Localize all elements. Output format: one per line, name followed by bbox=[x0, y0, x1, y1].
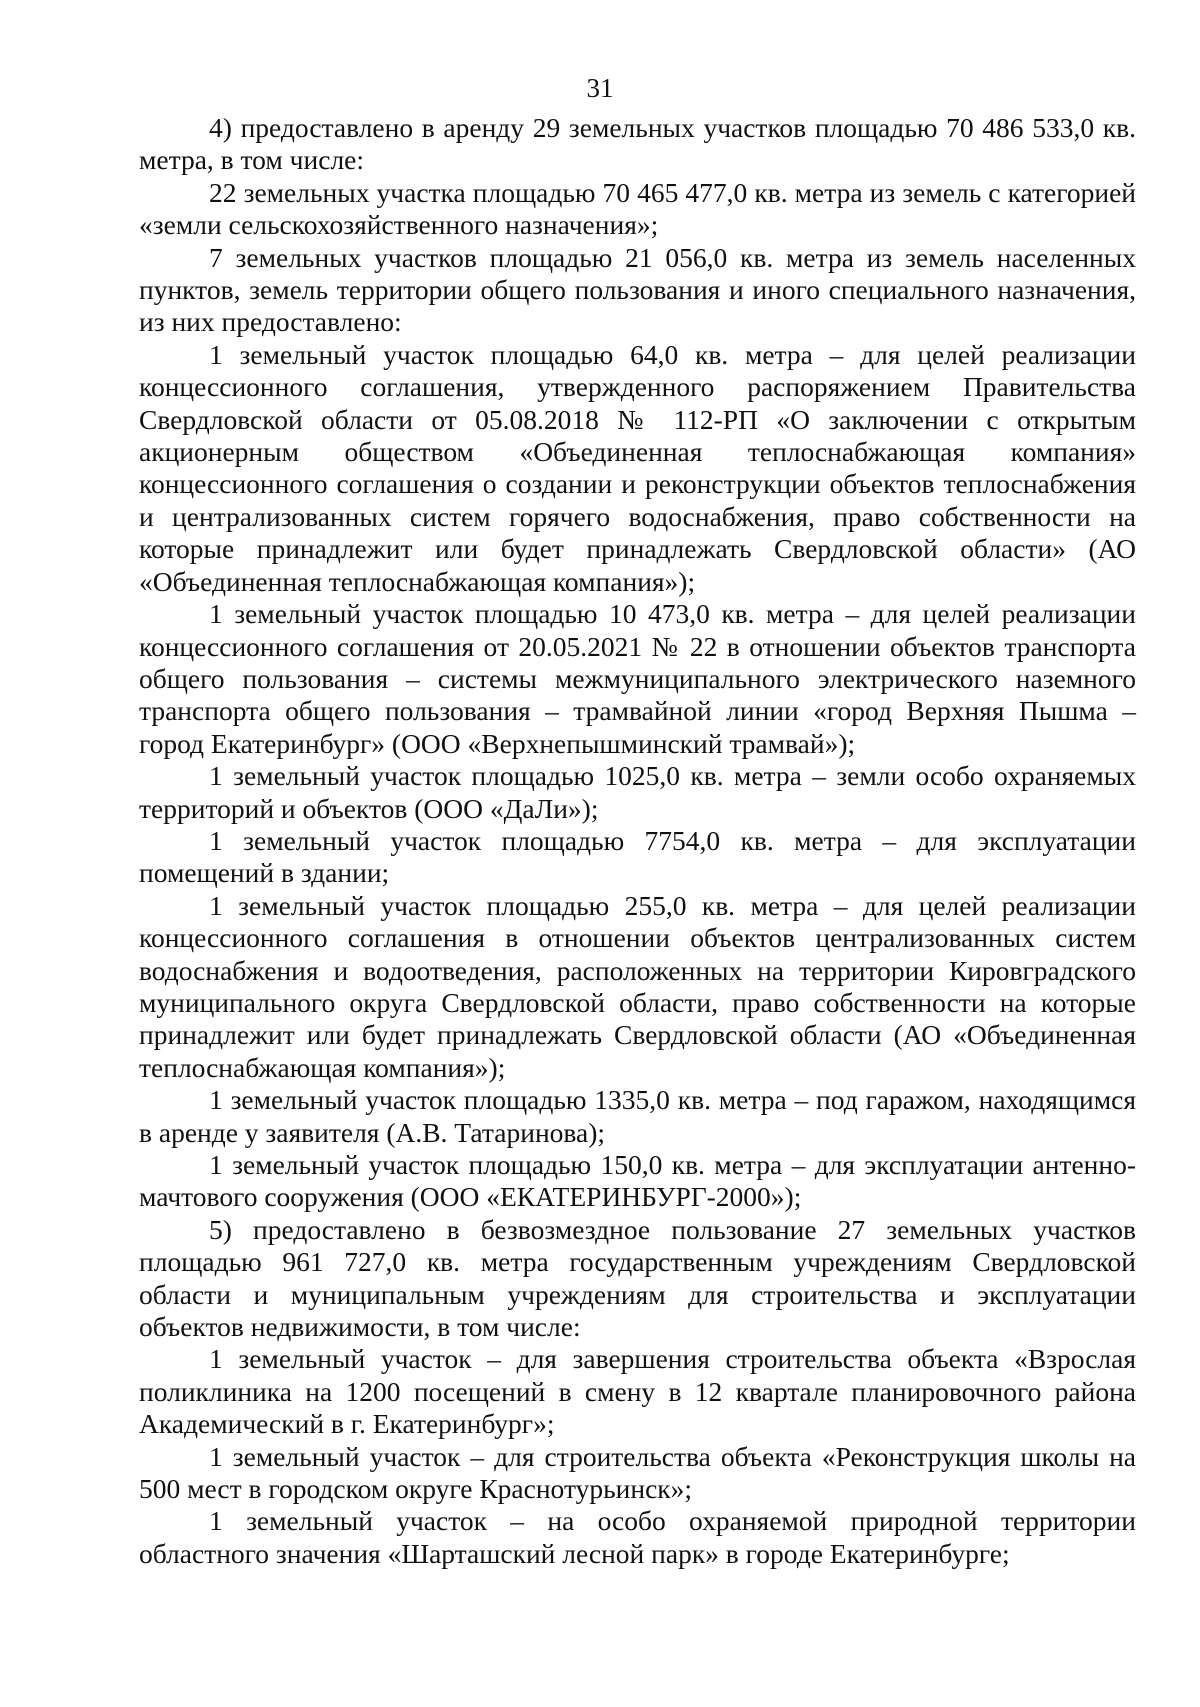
document-body bbox=[139, 112, 1136, 1570]
paragraph-settlement-plots: 7 земельных участков площадью 21 056,0 кв. метра из земель населенных пунктов, земель территории общего пользования и иного специального назначения, из них предоставлено: bbox=[139, 241, 1136, 338]
paragraph-plot-concession-heat: 1 земельный участок площадью 64,0 кв. метра – для целей реализации концессионного соглашения, утвержденного распоряжением Правительства Свердловской области от 05.08.2018 № 112-РП «О заключении с открытым акционерным обществом «Объединенная теплоснабжающая компания» концессионного соглашения о создании и реконструкции объектов теплоснабжения и централизованных систем горячего водоснабжения, право собственности на которые принадлежит или будет принадлежать Свердловской области» (АО «Объединенная теплоснабжающая компания»); bbox=[139, 338, 1136, 597]
page-number: 31 bbox=[586, 73, 614, 103]
paragraph-free-use-summary: 5) предоставлено в безвозмездное пользование 27 земельных участков площадью 961 727,0 кв. метра государственным учреждениям Свердловской области и муниципальным учреждениям для строительства и эксплуатации объектов недвижимости, в том числе: bbox=[139, 1213, 1136, 1343]
paragraph-plot-polyclinic: 1 земельный участок – для завершения строительства объекта «Взрослая поликлиника на 1200 посещений в смену в 12 квартале планировочного района Академический в г. Екатеринбург»; bbox=[139, 1343, 1136, 1440]
paragraph-lease-summary: 4) предоставлено в аренду 29 земельных участков площадью 70 486 533,0 кв. метра, в том числе: bbox=[139, 112, 1136, 176]
paragraph-plot-school: 1 земельный участок – для строительства объекта «Реконструкция школы на 500 мест в городском округе Краснотурьинск»; bbox=[139, 1440, 1136, 1505]
paragraph-plot-antenna-mast: 1 земельный участок площадью 150,0 кв. метра – для эксплуатации антенно-мачтового сооружения (ООО «ЕКАТЕРИНБУРГ-2000»); bbox=[139, 1149, 1136, 1213]
paragraph-plot-building-premises: 1 земельный участок площадью 7754,0 кв. метра – для эксплуатации помещений в здании; bbox=[139, 824, 1136, 889]
paragraph-plot-garage: 1 земельный участок площадью 1335,0 кв. метра – под гаражом, находящимся в аренде у заявителя (А.В. Татаринова); bbox=[139, 1084, 1136, 1148]
paragraph-plot-tram-line: 1 земельный участок площадью 10 473,0 кв. метра – для целей реализации концессионного соглашения от 20.05.2021 № 22 в отношении объектов транспорта общего пользования – системы межмуниципального электрического наземного транспорта общего пользования – трамвайной линии «город Верхняя Пышма – город Екатеринбург» (ООО «Верхнепышминский трамвай»); bbox=[139, 598, 1136, 759]
paragraph-plot-forest-park: 1 земельный участок – на особо охраняемой природной территории областного значения «Шарташский лесной парк» в городе Екатеринбурге; bbox=[139, 1505, 1136, 1569]
paragraph-plot-protected-territory: 1 земельный участок площадью 1025,0 кв. метра – земли особо охраняемых территорий и объектов (ООО «ДаЛи»); bbox=[139, 760, 1136, 824]
paragraph-plot-water-supply: 1 земельный участок площадью 255,0 кв. метра – для целей реализации концессионного соглашения в отношении объектов централизованных систем водоснабжения и водоотведения, расположенных на территории Кировградского муниципального округа Свердловской области, право собственности на которые принадлежит или будет принадлежать Свердловской области (АО «Объединенная теплоснабжающая компания»); bbox=[139, 889, 1136, 1083]
paragraph-agricultural-plots: 22 земельных участка площадью 70 465 477,0 кв. метра из земель с категорией «земли сельскохозяйственного назначения»; bbox=[139, 176, 1136, 241]
